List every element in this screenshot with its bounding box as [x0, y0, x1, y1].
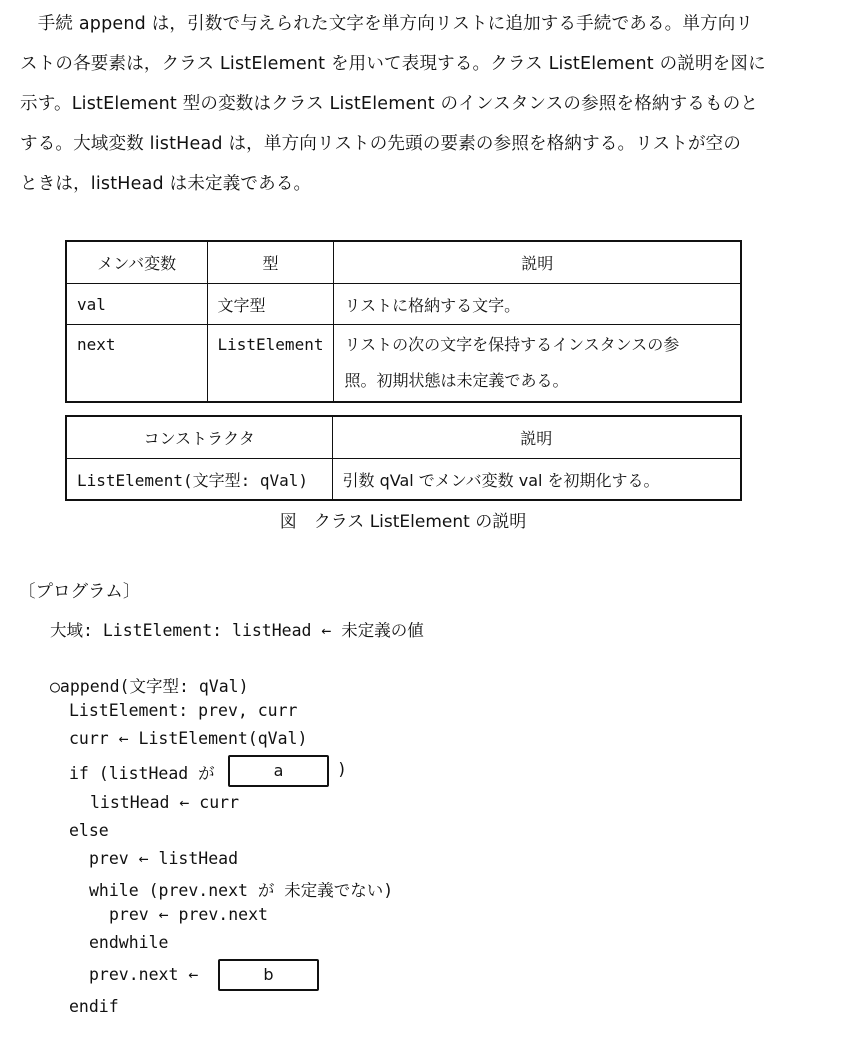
member-type: 文字型 — [207, 284, 334, 325]
blank-a: a — [228, 755, 329, 787]
blank-b: b — [218, 959, 319, 991]
intro-line: ときは，listHead は未定義である。 — [20, 174, 312, 194]
member-description: リストに格納する文字。 — [334, 284, 741, 325]
intro-paragraph — [20, 4, 835, 204]
intro-line: ストの各要素は，クラス ListElement を用いて表現する。クラス ListElement の説明を図に — [20, 54, 766, 74]
code-line-assign-next: prev.next ← — [89, 965, 199, 984]
code-line-advance-prev: prev ← prev.next — [109, 905, 268, 924]
code-line-assign-curr: curr ← ListElement(qVal) — [69, 729, 308, 748]
figure-caption: 図 クラス ListElement の説明 — [279, 512, 527, 532]
code-line-endwhile: endwhile — [89, 933, 169, 952]
code-line-while: while (prev.next が 未定義でない) — [89, 881, 394, 900]
header-description: 説明 — [334, 241, 741, 284]
code-line-assign-listhead: listHead ← curr — [90, 793, 240, 812]
code-line-else: else — [69, 821, 109, 840]
code-line-endif: endif — [69, 997, 119, 1016]
intro-line: 手続 append は，引数で与えられた文字を単方向リストに追加する手続である。単方向リ — [20, 14, 754, 34]
constructor-description: 引数 qVal でメンバ変数 val を初期化する。 — [332, 459, 741, 501]
description-line: リストの次の文字を保持するインスタンスの参 — [344, 335, 680, 354]
table-header-row — [66, 416, 741, 459]
table-row — [66, 459, 741, 501]
member-description — [334, 325, 741, 403]
table-row — [66, 325, 741, 403]
header-constructor: コンストラクタ — [66, 416, 332, 459]
member-name: val — [66, 284, 207, 325]
table-header-row — [66, 241, 741, 284]
intro-line: する。大域変数 listHead は，単方向リストの先頭の要素の参照を格納する。リストが空の — [20, 134, 742, 154]
constructor-signature: ListElement(文字型: qVal) — [66, 459, 332, 501]
table-row — [66, 284, 741, 325]
description-line: 照。初期状態は未定義である。 — [344, 371, 569, 390]
program-heading: 〔プログラム〕 — [18, 582, 141, 602]
intro-line: 示す。ListElement 型の変数はクラス ListElement のインスタンスの参照を格納するものと — [20, 94, 759, 114]
member-variable-table — [65, 240, 742, 403]
code-line-if-close: ) — [337, 760, 347, 779]
header-member-variable: メンバ変数 — [66, 241, 207, 284]
code-line-declaration: ListElement: prev, curr — [69, 701, 298, 720]
constructor-table — [65, 415, 742, 501]
member-name: next — [66, 325, 207, 403]
header-type: 型 — [207, 241, 334, 284]
code-line-assign-prev: prev ← listHead — [89, 849, 239, 868]
code-line-procedure: ○append(文字型: qVal) — [50, 677, 249, 696]
code-line-global: 大域: ListElement: listHead ← 未定義の値 — [50, 621, 424, 640]
member-type: ListElement — [207, 325, 334, 403]
code-line-if: if (listHead が — [69, 764, 215, 783]
header-description: 説明 — [332, 416, 741, 459]
